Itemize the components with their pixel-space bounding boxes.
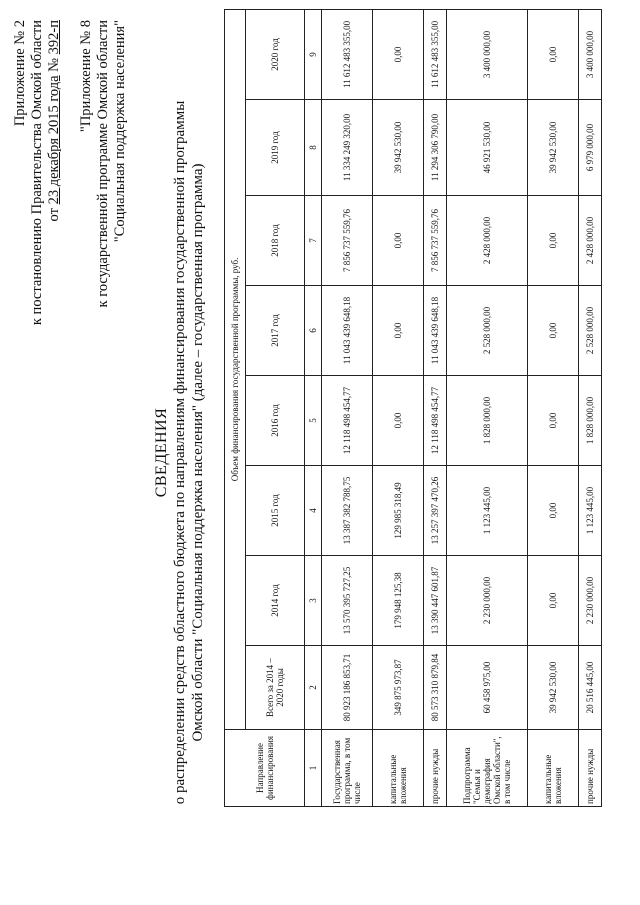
table-row bbox=[447, 9, 528, 806]
row-label: прочие нужды bbox=[424, 730, 447, 807]
column-number: 8 bbox=[305, 100, 322, 196]
row-label: Государственная программа, в том числе bbox=[322, 730, 373, 807]
program-appendix-number: "Приложение № 8 bbox=[78, 20, 94, 133]
year-header: 2014 год bbox=[246, 556, 305, 646]
resolution-number: 392-п bbox=[46, 20, 62, 55]
table-cell: 39 942 530,00 bbox=[528, 646, 579, 730]
volume-group-header: Объем финансирования государственной программы, руб. bbox=[225, 9, 246, 729]
financing-table bbox=[224, 9, 602, 807]
table-cell: 1 828 000,00 bbox=[447, 376, 528, 466]
table-cell: 1 828 000,00 bbox=[579, 376, 602, 466]
document-subtitle-line1: о распределении средств областного бюджета по направлениям финансирования государственной программы bbox=[172, 100, 188, 805]
table-row bbox=[373, 9, 424, 806]
year-header: 2020 год bbox=[246, 9, 305, 99]
program-name: "Социальная поддержка населения" bbox=[112, 20, 128, 243]
table-subheader-row bbox=[246, 9, 305, 806]
table-cell: 349 875 973,87 bbox=[373, 646, 424, 730]
table-cell: 179 948 125,38 bbox=[373, 556, 424, 646]
column-number: 3 bbox=[305, 556, 322, 646]
appendix-number: Приложение № 2 bbox=[12, 20, 28, 127]
table-cell: 0,00 bbox=[528, 556, 579, 646]
row-label: капитальные вложения bbox=[528, 730, 579, 807]
year-header: 2019 год bbox=[246, 100, 305, 196]
table-cell: 39 942 530,00 bbox=[373, 100, 424, 196]
program-reference: к государственной программе Омской области bbox=[95, 20, 111, 308]
table-cell: 12 118 498 454,77 bbox=[424, 376, 447, 466]
column-number: 1 bbox=[305, 730, 322, 807]
table-cell: 12 118 498 454,77 bbox=[322, 376, 373, 466]
table-cell: 129 985 318,49 bbox=[373, 466, 424, 556]
table-cell: 3 400 000,00 bbox=[579, 9, 602, 99]
table-row bbox=[528, 9, 579, 806]
table-cell: 0,00 bbox=[528, 9, 579, 99]
table-cell: 0,00 bbox=[528, 196, 579, 286]
year-header: 2016 год bbox=[246, 376, 305, 466]
table-row bbox=[579, 9, 602, 806]
table-header-row bbox=[225, 9, 246, 806]
table-cell: 0,00 bbox=[373, 9, 424, 99]
table-cell: 13 390 447 601,87 bbox=[424, 556, 447, 646]
table-row bbox=[424, 9, 447, 806]
direction-header: Направление финансирования bbox=[225, 730, 305, 807]
table-cell: 11 294 306 790,00 bbox=[424, 100, 447, 196]
date-prefix: от bbox=[46, 208, 62, 222]
table-cell: 0,00 bbox=[373, 196, 424, 286]
table-cell: 11 612 483 355,00 bbox=[424, 9, 447, 99]
column-number: 2 bbox=[305, 646, 322, 730]
column-number: 9 bbox=[305, 9, 322, 99]
table-cell: 3 400 000,00 bbox=[447, 9, 528, 99]
column-number-row bbox=[305, 9, 322, 806]
table-cell: 2 428 000,00 bbox=[447, 196, 528, 286]
column-number: 5 bbox=[305, 376, 322, 466]
table-cell: 46 921 530,00 bbox=[447, 100, 528, 196]
table-cell: 2 428 000,00 bbox=[579, 196, 602, 286]
document-title: СВЕДЕНИЯ bbox=[153, 407, 170, 498]
column-number: 6 bbox=[305, 286, 322, 376]
table-cell: 80 923 186 853,71 bbox=[322, 646, 373, 730]
table-cell: 0,00 bbox=[528, 376, 579, 466]
table-cell: 80 573 310 879,84 bbox=[424, 646, 447, 730]
row-label: Подпрограмма "Семья и демография Омской области", в том числе bbox=[447, 730, 528, 807]
table-cell: 6 979 000,00 bbox=[579, 100, 602, 196]
table-cell: 0,00 bbox=[528, 466, 579, 556]
row-label: прочие нужды bbox=[579, 730, 602, 807]
table-cell: 20 516 445,00 bbox=[579, 646, 602, 730]
table-cell: 0,00 bbox=[373, 286, 424, 376]
table-cell: 13 570 395 727,25 bbox=[322, 556, 373, 646]
table-cell: 1 123 445,00 bbox=[447, 466, 528, 556]
table-cell: 7 856 737 559,76 bbox=[424, 196, 447, 286]
resolution-date: 23 декабря 2015 года bbox=[46, 75, 62, 205]
document-subtitle-line2: Омской области "Социальная поддержка населения" (далее – государственная программа) bbox=[190, 163, 206, 742]
table-cell: 13 257 397 470,26 bbox=[424, 466, 447, 556]
table-cell: 1 123 445,00 bbox=[579, 466, 602, 556]
table-cell: 0,00 bbox=[528, 286, 579, 376]
total-header: Всего за 2014 – 2020 годы bbox=[246, 646, 305, 730]
resolution-date-line bbox=[46, 20, 63, 221]
number-label: № bbox=[46, 57, 62, 72]
table-cell: 2 528 000,00 bbox=[579, 286, 602, 376]
table-cell: 11 612 483 355,00 bbox=[322, 9, 373, 99]
table-cell: 11 043 439 648,18 bbox=[424, 286, 447, 376]
resolution-reference: к постановлению Правительства Омской области bbox=[29, 20, 45, 326]
year-header: 2015 год bbox=[246, 466, 305, 556]
column-number: 4 bbox=[305, 466, 322, 556]
table-cell: 7 856 737 559,76 bbox=[322, 196, 373, 286]
table-cell: 0,00 bbox=[373, 376, 424, 466]
row-label: капитальные вложения bbox=[373, 730, 424, 807]
table-cell: 39 942 530,00 bbox=[528, 100, 579, 196]
table-cell: 11 043 439 648,18 bbox=[322, 286, 373, 376]
table-cell: 60 458 975,00 bbox=[447, 646, 528, 730]
year-header: 2018 год bbox=[246, 196, 305, 286]
table-row bbox=[322, 9, 373, 806]
year-header: 2017 год bbox=[246, 286, 305, 376]
table-cell: 2 230 000,00 bbox=[447, 556, 528, 646]
table-cell: 2 528 000,00 bbox=[447, 286, 528, 376]
column-number: 7 bbox=[305, 196, 322, 286]
table-cell: 2 230 000,00 bbox=[579, 556, 602, 646]
table-cell: 13 387 382 788,75 bbox=[322, 466, 373, 556]
table-cell: 11 334 249 320,00 bbox=[322, 100, 373, 196]
